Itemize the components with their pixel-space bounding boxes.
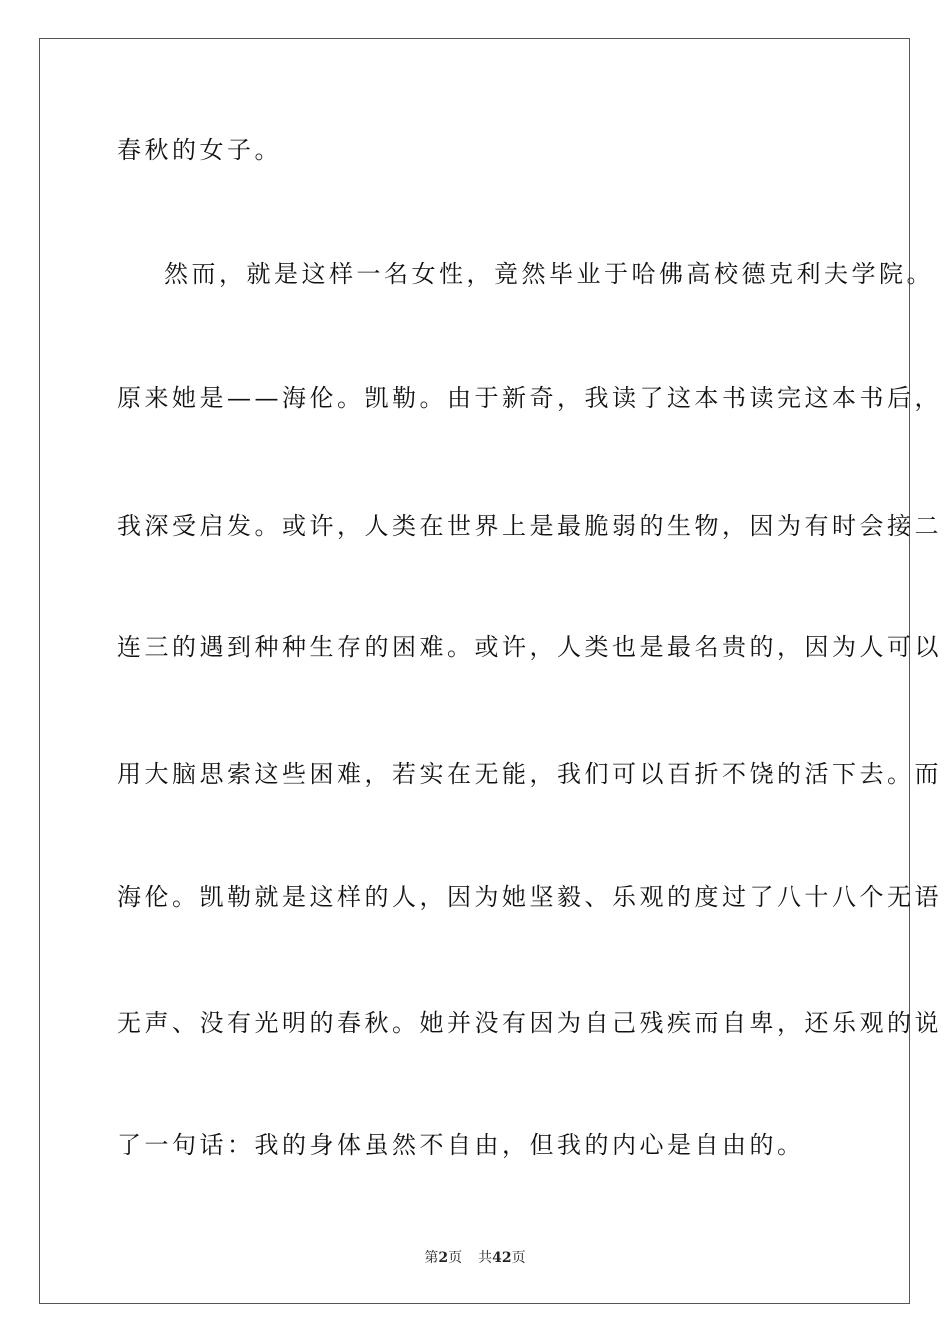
text-line-3: 原来她是——海伦。凯勒。由于新奇，我读了这本书读完这本书后， [117,384,942,412]
text-line-2: 然而，就是这样一名女性，竟然毕业于哈佛高校德克利夫学院。 [164,260,934,288]
footer-page-suffix: 页 [448,1250,463,1266]
footer-total-pages: 42 [492,1250,512,1266]
page-footer [0,1249,950,1267]
text-line-8: 无声、没有光明的春秋。她并没有因为自己残疾而自卑，还乐观的说 [117,1009,942,1037]
text-line-1: 春秋的女子。 [117,136,282,164]
text-line-4: 我深受启发。或许，人类在世界上是最脆弱的生物，因为有时会接二 [117,512,942,540]
page-border [39,38,910,1304]
footer-page-number: 2 [438,1250,449,1266]
text-line-9: 了一句话：我的身体虽然不自由，但我的内心是自由的。 [117,1131,805,1159]
text-line-7: 海伦。凯勒就是这样的人，因为她坚毅、乐观的度过了八十八个无语 [117,883,942,911]
footer-total-prefix: 共 [478,1250,493,1266]
footer-total-suffix: 页 [511,1250,526,1266]
footer-page-prefix: 第 [424,1250,439,1266]
text-line-6: 用大脑思索这些困难，若实在无能，我们可以百折不饶的活下去。而 [117,760,942,788]
text-line-5: 连三的遇到种种生存的困难。或许，人类也是最名贵的，因为人可以 [117,633,942,661]
